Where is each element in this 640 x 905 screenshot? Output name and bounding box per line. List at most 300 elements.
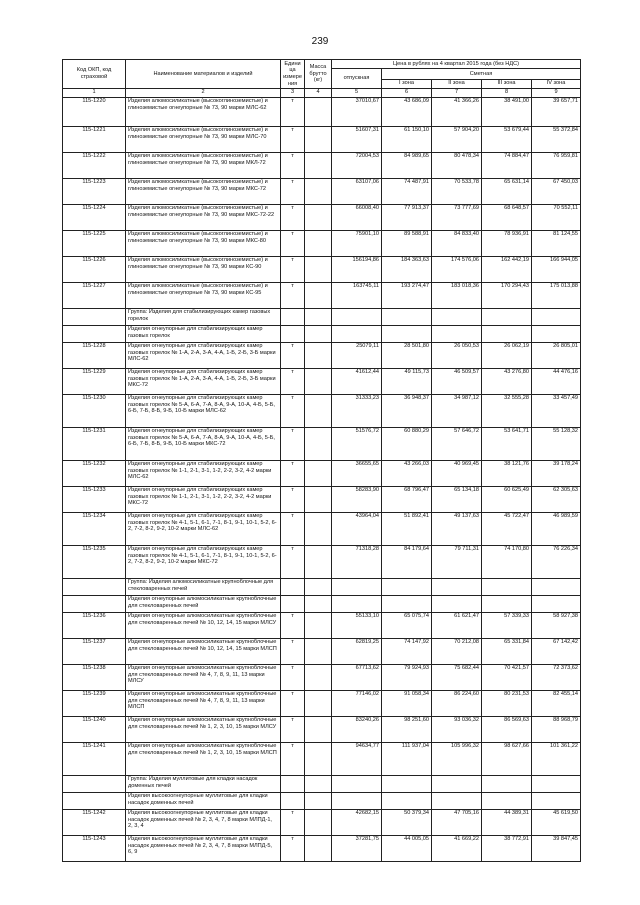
row-zone1-price: 74 147,92 [382, 638, 432, 664]
row-name: Изделия огнеупорные для стабилизирующих камер газовых горелок № 1-А, 2-А, 3-А, 4-А, 1-Б, 2-Б, 3-Б марки МЛС-62 [126, 342, 281, 368]
row-zone3-price: 57 339,33 [482, 612, 532, 638]
header-zone1: I зона [382, 79, 432, 88]
table-row [63, 97, 581, 126]
row-mass [305, 230, 332, 256]
row-zone2-price: 49 137,63 [432, 512, 482, 545]
row-code: 115-1220 [63, 97, 126, 126]
table-row [63, 595, 581, 612]
row-zone2-price [432, 792, 482, 809]
row-zone1-price [382, 578, 432, 595]
row-name: Изделия высокоогнеупорные муллитовые для кладки насадок доменных печей [126, 792, 281, 809]
row-name: Изделия огнеупорные для стабилизирующих камер газовых горелок № 1-А, 2-А, 3-А, 4-А, 1-Б, 2-Б, 3-Б марки МКС-72 [126, 368, 281, 394]
row-unit: т [281, 716, 305, 742]
row-unit: т [281, 427, 305, 460]
row-zone3-price: 44 389,31 [482, 809, 532, 835]
row-unit: т [281, 230, 305, 256]
row-zone4-price: 39 178,24 [532, 460, 581, 486]
table-row [63, 152, 581, 178]
row-code: 115-1240 [63, 716, 126, 742]
row-zone2-price [432, 578, 482, 595]
row-code: 115-1239 [63, 690, 126, 716]
row-zone3-price: 43 276,80 [482, 368, 532, 394]
row-mass [305, 427, 332, 460]
col-number: 8 [482, 88, 532, 97]
row-unit: т [281, 512, 305, 545]
row-mass [305, 282, 332, 308]
row-name: Изделия огнеупорные алюмосиликатные крупноблочные для стекловаренных печей [126, 595, 281, 612]
row-mass [305, 97, 332, 126]
row-mass [305, 545, 332, 578]
row-code: 115-1225 [63, 230, 126, 256]
row-zone4-price: 88 968,79 [532, 716, 581, 742]
table-row [63, 512, 581, 545]
table-row [63, 775, 581, 792]
row-zone3-price: 74 884,47 [482, 152, 532, 178]
row-zone3-price [482, 775, 532, 792]
row-zone1-price [382, 595, 432, 612]
row-zone2-price: 47 705,16 [432, 809, 482, 835]
table-row [63, 742, 581, 775]
row-unit: т [281, 835, 305, 861]
col-number: 7 [432, 88, 482, 97]
col-number: 9 [532, 88, 581, 97]
row-mass [305, 742, 332, 775]
row-mass [305, 256, 332, 282]
row-zone1-price: 89 588,91 [382, 230, 432, 256]
row-code: 115-1232 [63, 460, 126, 486]
row-zone2-price [432, 595, 482, 612]
row-zone4-price: 45 619,50 [532, 809, 581, 835]
row-release-price: 37281,75 [332, 835, 382, 861]
row-name: Изделия высокоогнеупорные муллитовые для кладки насадок доменных печей № 2, 3, 4, 7, 8 марки МЛПД-5, 6, 9 [126, 835, 281, 861]
row-zone1-price: 43 266,03 [382, 460, 432, 486]
row-code [63, 578, 126, 595]
header-unit: Едини ца измере ния [281, 60, 305, 89]
row-zone3-price: 38 491,00 [482, 97, 532, 126]
row-name: Изделия огнеупорные для стабилизирующих камер газовых горелок [126, 325, 281, 342]
table-row [63, 256, 581, 282]
header-code: Код ОКП, код страховой [63, 60, 126, 89]
row-zone4-price [532, 308, 581, 325]
row-release-price: 71318,28 [332, 545, 382, 578]
page-number: 239 [311, 36, 329, 47]
row-zone4-price [532, 595, 581, 612]
row-zone1-price: 84 179,64 [382, 545, 432, 578]
row-zone1-price: 68 796,47 [382, 486, 432, 512]
row-zone4-price [532, 325, 581, 342]
row-zone1-price: 60 880,29 [382, 427, 432, 460]
row-zone2-price: 61 621,47 [432, 612, 482, 638]
row-zone4-price: 55 372,84 [532, 126, 581, 152]
table-row [63, 792, 581, 809]
row-unit: т [281, 342, 305, 368]
row-zone2-price: 46 509,57 [432, 368, 482, 394]
row-unit: т [281, 664, 305, 690]
row-code: 115-1231 [63, 427, 126, 460]
row-zone4-price: 33 457,49 [532, 394, 581, 427]
row-mass [305, 308, 332, 325]
header-estimated: Сметная [382, 69, 581, 80]
row-code [63, 775, 126, 792]
row-code: 115-1221 [63, 126, 126, 152]
row-zone4-price: 70 552,11 [532, 204, 581, 230]
row-zone1-price [382, 325, 432, 342]
row-zone1-price: 43 686,09 [382, 97, 432, 126]
row-zone2-price: 174 576,06 [432, 256, 482, 282]
row-code: 115-1237 [63, 638, 126, 664]
row-zone4-price: 67 450,03 [532, 178, 581, 204]
row-code: 115-1241 [63, 742, 126, 775]
row-zone2-price: 80 478,34 [432, 152, 482, 178]
row-zone3-price: 80 231,53 [482, 690, 532, 716]
row-zone1-price: 193 274,47 [382, 282, 432, 308]
table-row [63, 460, 581, 486]
row-zone4-price: 67 142,42 [532, 638, 581, 664]
row-zone3-price: 60 625,49 [482, 486, 532, 512]
row-release-price: 83240,26 [332, 716, 382, 742]
row-zone2-price: 34 987,12 [432, 394, 482, 427]
row-zone1-price [382, 775, 432, 792]
row-zone4-price: 175 013,88 [532, 282, 581, 308]
row-zone3-price: 74 170,80 [482, 545, 532, 578]
row-zone3-price: 38 772,91 [482, 835, 532, 861]
table-row [63, 325, 581, 342]
row-unit: т [281, 368, 305, 394]
row-zone3-price: 98 627,66 [482, 742, 532, 775]
row-zone1-price: 44 005,05 [382, 835, 432, 861]
row-zone4-price: 81 124,55 [532, 230, 581, 256]
row-code [63, 792, 126, 809]
row-zone3-price: 65 331,84 [482, 638, 532, 664]
row-unit: т [281, 742, 305, 775]
col-number: 1 [63, 88, 126, 97]
row-zone1-price: 50 379,34 [382, 809, 432, 835]
row-unit: т [281, 486, 305, 512]
row-code: 115-1234 [63, 512, 126, 545]
row-zone1-price: 51 892,41 [382, 512, 432, 545]
row-mass [305, 595, 332, 612]
col-number: 3 [281, 88, 305, 97]
row-name: Изделия алюмосиликатные (высокоглиноземистые) и глиноземистые огнеупорные № 73, 90 марки КС-95 [126, 282, 281, 308]
row-unit: т [281, 809, 305, 835]
price-table [62, 59, 581, 862]
row-zone1-price: 91 058,34 [382, 690, 432, 716]
row-zone3-price: 53 679,44 [482, 126, 532, 152]
row-name: Изделия алюмосиликатные (высокоглиноземистые) и глиноземистые огнеупорные № 73, 90 марки МКС-80 [126, 230, 281, 256]
row-zone2-price: 105 996,32 [432, 742, 482, 775]
row-code: 115-1236 [63, 612, 126, 638]
row-code: 115-1224 [63, 204, 126, 230]
row-zone2-price: 183 018,36 [432, 282, 482, 308]
table-row [63, 282, 581, 308]
table-row [63, 486, 581, 512]
row-unit: т [281, 204, 305, 230]
row-mass [305, 775, 332, 792]
row-release-price [332, 595, 382, 612]
row-zone3-price [482, 595, 532, 612]
row-release-price [332, 792, 382, 809]
row-release-price: 94634,77 [332, 742, 382, 775]
row-name: Изделия алюмосиликатные (высокоглиноземистые) и глиноземистые огнеупорные № 73, 90 марки МКС-72 [126, 178, 281, 204]
table-row [63, 427, 581, 460]
col-number: 2 [126, 88, 281, 97]
row-zone3-price: 26 062,19 [482, 342, 532, 368]
header-zone4: IV зона [532, 79, 581, 88]
row-name: Изделия огнеупорные для стабилизирующих камер газовых горелок № 4-1, 5-1, 6-1, 7-1, 8-1, 9-1, 10-1, 5-2, 6-2, 7-2, 8-2, 9-2, 10-2 марки МКС-72 [126, 545, 281, 578]
row-zone3-price: 38 121,76 [482, 460, 532, 486]
row-zone4-price: 62 305,63 [532, 486, 581, 512]
row-release-price: 75901,10 [332, 230, 382, 256]
row-zone3-price [482, 792, 532, 809]
row-name: Группа: Изделия для стабилизирующих камер газовых горелок [126, 308, 281, 325]
row-zone2-price: 75 682,44 [432, 664, 482, 690]
row-release-price: 36655,65 [332, 460, 382, 486]
row-zone2-price: 70 533,78 [432, 178, 482, 204]
row-mass [305, 809, 332, 835]
row-release-price: 25079,11 [332, 342, 382, 368]
table-row [63, 230, 581, 256]
row-mass [305, 792, 332, 809]
row-name: Изделия огнеупорные для стабилизирующих камер газовых горелок № 5-А, 6-А, 7-А, 8-А, 9-А, 10-А, 4-Б, 5-Б, 6-Б, 7-Б, 8-Б, 9-Б, 10-Б марки МЛС-62 [126, 394, 281, 427]
row-unit [281, 308, 305, 325]
row-release-price [332, 775, 382, 792]
row-name: Изделия огнеупорные алюмосиликатные крупноблочные для стекловаренных печей № 1, 2, 3, 10, 15 марки МЛСП [126, 742, 281, 775]
row-zone1-price [382, 308, 432, 325]
row-zone2-price: 84 833,40 [432, 230, 482, 256]
row-zone2-price: 40 969,45 [432, 460, 482, 486]
row-zone3-price: 65 631,14 [482, 178, 532, 204]
row-name: Изделия алюмосиликатные (высокоглиноземистые) и глиноземистые огнеупорные № 73, 90 марки КС-90 [126, 256, 281, 282]
row-release-price [332, 578, 382, 595]
row-mass [305, 460, 332, 486]
row-zone2-price: 57 904,20 [432, 126, 482, 152]
row-code [63, 595, 126, 612]
col-number: 4 [305, 88, 332, 97]
row-zone4-price: 76 959,81 [532, 152, 581, 178]
row-zone3-price: 170 294,43 [482, 282, 532, 308]
table-row [63, 578, 581, 595]
row-unit: т [281, 612, 305, 638]
row-zone2-price: 93 036,32 [432, 716, 482, 742]
row-name: Изделия огнеупорные алюмосиликатные крупноблочные для стекловаренных печей № 10, 12, 14, 15 марки МЛСП [126, 638, 281, 664]
row-zone3-price: 78 936,91 [482, 230, 532, 256]
row-name: Группа: Изделия муллитовые для кладки насадок доменных печей [126, 775, 281, 792]
row-zone3-price: 70 421,57 [482, 664, 532, 690]
row-unit: т [281, 97, 305, 126]
row-zone4-price: 26 805,01 [532, 342, 581, 368]
row-mass [305, 368, 332, 394]
table-row [63, 178, 581, 204]
row-code: 115-1242 [63, 809, 126, 835]
row-zone2-price: 41 366,26 [432, 97, 482, 126]
row-release-price: 67713,62 [332, 664, 382, 690]
row-name: Группа: Изделия алюмосиликатные крупноблочные для стекловаренных печей [126, 578, 281, 595]
row-zone1-price: 65 075,74 [382, 612, 432, 638]
row-name: Изделия огнеупорные для стабилизирующих камер газовых горелок № 1-1, 2-1, 3-1, 1-2, 2-2, 3-2, 4-2 марки МКС-72 [126, 486, 281, 512]
row-zone1-price: 28 501,80 [382, 342, 432, 368]
row-mass [305, 716, 332, 742]
row-release-price: 42682,15 [332, 809, 382, 835]
row-code [63, 325, 126, 342]
row-unit: т [281, 690, 305, 716]
row-code: 115-1226 [63, 256, 126, 282]
table-row [63, 664, 581, 690]
row-release-price: 58283,90 [332, 486, 382, 512]
table-row [63, 394, 581, 427]
row-unit: т [281, 282, 305, 308]
row-mass [305, 638, 332, 664]
col-number: 5 [332, 88, 382, 97]
row-zone4-price: 166 944,05 [532, 256, 581, 282]
row-name: Изделия огнеупорные для стабилизирующих камер газовых горелок № 1-1, 2-1, 3-1, 1-2, 2-2, 3-2, 4-2 марки МЛС-62 [126, 460, 281, 486]
row-zone1-price: 84 989,65 [382, 152, 432, 178]
row-zone4-price: 55 128,32 [532, 427, 581, 460]
col-number: 6 [382, 88, 432, 97]
row-code: 115-1227 [63, 282, 126, 308]
row-unit [281, 775, 305, 792]
table-row [63, 690, 581, 716]
row-mass [305, 126, 332, 152]
row-mass [305, 394, 332, 427]
row-name: Изделия огнеупорные алюмосиликатные крупноблочные для стекловаренных печей № 4, 7, 8, 9, 11, 13 марки МЛСУ [126, 664, 281, 690]
row-zone4-price: 39 657,71 [532, 97, 581, 126]
table-row [63, 638, 581, 664]
row-release-price: 55133,10 [332, 612, 382, 638]
row-zone3-price [482, 578, 532, 595]
row-zone3-price [482, 308, 532, 325]
row-name: Изделия огнеупорные алюмосиликатные крупноблочные для стекловаренных печей № 1, 2, 3, 10, 15 марки МЛСУ [126, 716, 281, 742]
row-zone4-price: 58 927,38 [532, 612, 581, 638]
row-mass [305, 325, 332, 342]
row-release-price [332, 308, 382, 325]
row-name: Изделия алюмосиликатные (высокоглиноземистые) и глиноземистые огнеупорные № 73, 90 марки МКЛ-72 [126, 152, 281, 178]
row-code [63, 308, 126, 325]
row-name: Изделия алюмосиликатные (высокоглиноземистые) и глиноземистые огнеупорные № 73, 90 марки МКС-72-22 [126, 204, 281, 230]
row-name: Изделия огнеупорные для стабилизирующих камер газовых горелок № 5-А, 6-А, 7-А, 8-А, 9-А, 10-А, 4-Б, 5-Б, 6-Б, 7-Б, 8-Б, 9-Б, 10-Б марки МКС-72 [126, 427, 281, 460]
row-mass [305, 486, 332, 512]
row-zone1-price: 36 948,37 [382, 394, 432, 427]
table-row [63, 612, 581, 638]
row-zone2-price: 86 224,60 [432, 690, 482, 716]
row-mass [305, 578, 332, 595]
row-name: Изделия огнеупорные алюмосиликатные крупноблочные для стекловаренных печей № 10, 12, 14, 15 марки МЛСУ [126, 612, 281, 638]
row-zone4-price: 46 989,59 [532, 512, 581, 545]
row-unit [281, 325, 305, 342]
row-zone4-price: 101 361,22 [532, 742, 581, 775]
row-mass [305, 152, 332, 178]
row-code: 115-1230 [63, 394, 126, 427]
table-row [63, 204, 581, 230]
row-mass [305, 204, 332, 230]
row-release-price: 77146,02 [332, 690, 382, 716]
row-unit: т [281, 394, 305, 427]
row-zone4-price [532, 775, 581, 792]
row-zone2-price: 41 669,22 [432, 835, 482, 861]
row-mass [305, 178, 332, 204]
row-code: 115-1229 [63, 368, 126, 394]
row-release-price: 163745,11 [332, 282, 382, 308]
row-unit: т [281, 545, 305, 578]
row-zone4-price: 72 373,62 [532, 664, 581, 690]
row-zone1-price: 98 251,60 [382, 716, 432, 742]
row-name: Изделия алюмосиликатные (высокоглиноземистые) и глиноземистые огнеупорные № 73, 90 марки МЛС-62 [126, 97, 281, 126]
table-row [63, 368, 581, 394]
table-row [63, 126, 581, 152]
row-unit: т [281, 460, 305, 486]
row-zone4-price: 76 226,34 [532, 545, 581, 578]
row-unit: т [281, 638, 305, 664]
row-zone3-price: 68 648,57 [482, 204, 532, 230]
row-release-price: 156194,86 [332, 256, 382, 282]
row-unit [281, 578, 305, 595]
row-zone2-price [432, 325, 482, 342]
row-unit [281, 595, 305, 612]
row-release-price: 43964,04 [332, 512, 382, 545]
row-zone1-price [382, 792, 432, 809]
row-release-price: 66008,40 [332, 204, 382, 230]
row-release-price: 62819,25 [332, 638, 382, 664]
row-unit: т [281, 126, 305, 152]
row-zone1-price: 49 115,73 [382, 368, 432, 394]
row-release-price: 41612,44 [332, 368, 382, 394]
row-release-price: 51576,72 [332, 427, 382, 460]
row-zone4-price: 82 455,14 [532, 690, 581, 716]
row-zone2-price: 73 777,69 [432, 204, 482, 230]
row-zone1-price: 61 150,10 [382, 126, 432, 152]
row-release-price: 31333,23 [332, 394, 382, 427]
row-zone3-price: 86 569,63 [482, 716, 532, 742]
row-mass [305, 664, 332, 690]
row-release-price: 63107,06 [332, 178, 382, 204]
row-release-price: 51607,31 [332, 126, 382, 152]
row-release-price: 72004,53 [332, 152, 382, 178]
row-mass [305, 342, 332, 368]
row-release-price [332, 325, 382, 342]
row-name: Изделия высокоогнеупорные муллитовые для кладки насадок доменных печей № 2, 3, 4, 7, 8 марки МЛПД-1, 2, 3, 4 [126, 809, 281, 835]
row-zone3-price: 162 442,19 [482, 256, 532, 282]
row-name: Изделия алюмосиликатные (высокоглиноземистые) и глиноземистые огнеупорные № 73, 90 марки МЛС-70 [126, 126, 281, 152]
row-zone2-price: 79 711,31 [432, 545, 482, 578]
row-mass [305, 690, 332, 716]
table-row [63, 809, 581, 835]
row-zone2-price [432, 775, 482, 792]
row-code: 115-1233 [63, 486, 126, 512]
row-unit [281, 792, 305, 809]
row-release-price: 37010,67 [332, 97, 382, 126]
table-row [63, 342, 581, 368]
row-zone4-price [532, 792, 581, 809]
row-zone2-price: 70 212,08 [432, 638, 482, 664]
row-name: Изделия огнеупорные алюмосиликатные крупноблочные для стекловаренных печей № 4, 7, 8, 9, 11, 13 марки МЛСП [126, 690, 281, 716]
row-zone4-price [532, 578, 581, 595]
row-zone2-price: 57 646,72 [432, 427, 482, 460]
header-name: Наименование материалов и изделий [126, 60, 281, 89]
row-code: 115-1238 [63, 664, 126, 690]
row-unit: т [281, 152, 305, 178]
header-price-title: Цена в рублях на 4 квартал 2015 года (без НДС) [332, 60, 581, 69]
row-zone4-price: 39 847,45 [532, 835, 581, 861]
header-zone3: III зона [482, 79, 532, 88]
row-code: 115-1223 [63, 178, 126, 204]
table-row [63, 716, 581, 742]
row-name: Изделия огнеупорные для стабилизирующих камер газовых горелок № 4-1, 5-1, 6-1, 7-1, 8-1, 9-1, 10-1, 5-2, 6-2, 7-2, 8-2, 9-2, 10-2 марки МЛС-62 [126, 512, 281, 545]
row-zone1-price: 111 937,04 [382, 742, 432, 775]
table-row [63, 545, 581, 578]
row-mass [305, 512, 332, 545]
row-code: 115-1235 [63, 545, 126, 578]
row-zone2-price [432, 308, 482, 325]
row-zone1-price: 74 487,91 [382, 178, 432, 204]
